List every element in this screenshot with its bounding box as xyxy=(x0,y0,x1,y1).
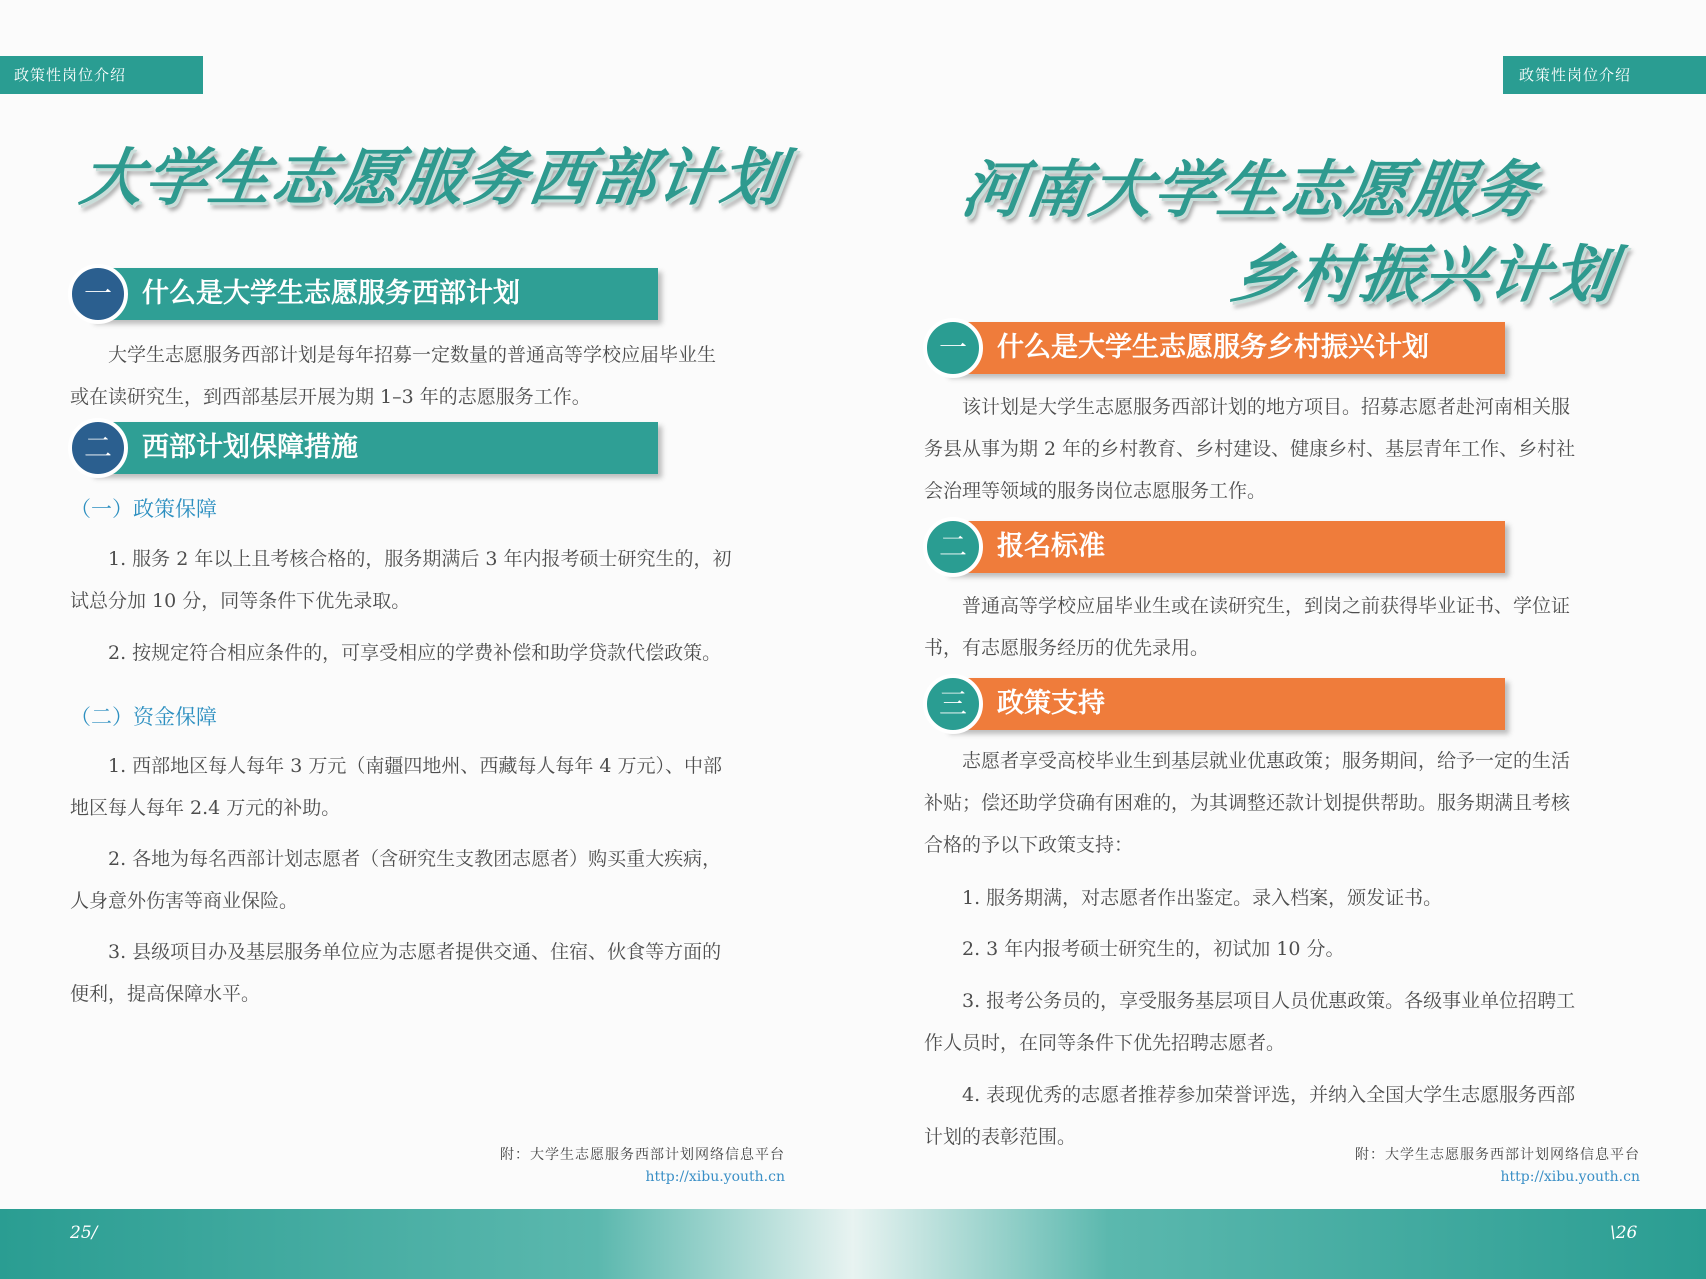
subheading-funding: （二）资金保障 xyxy=(70,705,217,729)
section-heading-1: 一 什么是大学生志愿服务乡村振兴计划 xyxy=(923,318,1513,378)
page-header-tab: 政策性岗位介绍 xyxy=(0,56,203,94)
section-heading-3: 三 政策支持 xyxy=(923,674,1513,734)
right-page xyxy=(853,0,1706,1279)
footer-note: 附：大学生志愿服务西部计划网络信息平台 http://xibu.youth.cn xyxy=(500,1144,785,1188)
paragraph: 大学生志愿服务西部计划是每年招募一定数量的普通高等学校应届毕业生 或在读研究生，到西部基层开展为期 1–3 年的志愿服务工作。 xyxy=(70,344,717,408)
page-title-line-2: 乡村振兴计划 xyxy=(1227,238,1622,311)
paragraph: 普通高等学校应届毕业生或在读研究生，到岗之前获得毕业证书、学位证 书，有志愿服务经历的优先录用。 xyxy=(924,595,1571,659)
paragraph: 该计划是大学生志愿服务西部计划的地方项目。招募志愿者赴河南相关服 务县从事为期 2 年的乡村教育、乡村建设、健康乡村、基层青年工作、乡村社 会治理等领域的服务岗位志愿服务工作。 xyxy=(924,396,1576,502)
footer-note: 附：大学生志愿服务西部计划网络信息平台 http://xibu.youth.cn xyxy=(1355,1144,1640,1188)
page-header-tab: 政策性岗位介绍 xyxy=(1503,56,1706,94)
section-heading-2: 二 报名标准 xyxy=(923,517,1513,577)
section-heading-2: 二 西部计划保障措施 xyxy=(68,418,658,478)
page-number-right: \26 xyxy=(1610,1223,1638,1243)
section-title: 政策支持 xyxy=(997,688,1105,719)
page-number-left: 25/ xyxy=(70,1223,98,1243)
subheading-policy: （一）政策保障 xyxy=(70,497,217,521)
page-title-line-1: 河南大学生志愿服务 xyxy=(957,153,1544,226)
list-item: 4. 表现优秀的志愿者推荐参加荣誉评选，并纳入全国大学生志愿服务西部 计划的表彰范围。 xyxy=(924,1084,1576,1148)
section-title: 什么是大学生志愿服务西部计划 xyxy=(142,278,520,309)
section-title: 报名标准 xyxy=(997,531,1105,562)
paragraph: 1. 服务 2 年以上且考核合格的，服务期满后 3 年内报考硕士研究生的，初 试总分加 10 分，同等条件下优先录取。 xyxy=(70,548,732,612)
bottom-band xyxy=(0,1209,1706,1279)
platform-link[interactable]: http://xibu.youth.cn xyxy=(1500,1169,1640,1185)
list-item: 3. 报考公务员的，享受服务基层项目人员优惠政策。各级事业单位招聘工 作人员时，在同等条件下优先招聘志愿者。 xyxy=(924,990,1576,1054)
paragraph: 3. 县级项目办及基层服务单位应为志愿者提供交通、住宿、伙食等方面的 便利，提高保障水平。 xyxy=(70,941,722,1005)
paragraph: 2. 按规定符合相应条件的，可享受相应的学费补偿和助学贷款代偿政策。 xyxy=(108,642,722,664)
page-title: 大学生志愿服务西部计划 xyxy=(76,141,791,214)
section-title: 西部计划保障措施 xyxy=(142,432,358,463)
platform-link[interactable]: http://xibu.youth.cn xyxy=(645,1169,785,1185)
section-title: 什么是大学生志愿服务乡村振兴计划 xyxy=(997,332,1429,363)
section-heading-1: 一 什么是大学生志愿服务西部计划 xyxy=(68,264,658,324)
list-item: 1. 服务期满，对志愿者作出鉴定。录入档案，颁发证书。 xyxy=(962,887,1443,909)
paragraph: 志愿者享受高校毕业生到基层就业优惠政策；服务期间，给予一定的生活 补贴；偿还助学贷确有困难的，为其调整还款计划提供帮助。服务期满且考核 合格的予以下政策支持： xyxy=(924,750,1571,856)
list-item: 2. 3 年内报考硕士研究生的，初试加 10 分。 xyxy=(962,938,1345,960)
paragraph: 2. 各地为每名西部计划志愿者（含研究生支教团志愿者）购买重大疾病， 人身意外伤害等商业保险。 xyxy=(70,848,722,912)
paragraph: 1. 西部地区每人每年 3 万元（南疆四地州、西藏每人每年 4 万元）、中部 地区每人每年 2.4 万元的补助。 xyxy=(70,755,723,819)
